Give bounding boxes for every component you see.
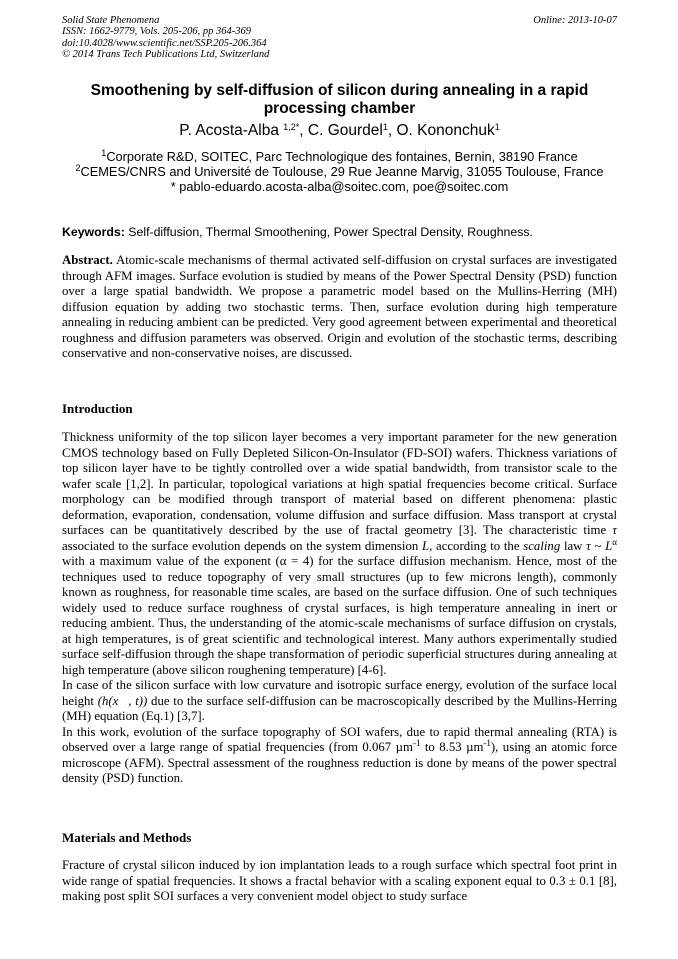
paragraph: In this work, evolution of the surface topography of SOI wafers, due to rapid thermal annealing (RTA) is observed over a large range of spatial frequencies (from 0.067 µm$^{-1}$ to 8.53 µm$^{-1}$), using an atomic force microscope (AFM). Spectral assessment of the roughness reduction is done by means of the power spectral density (PSD) function. <box>62 724 618 785</box>
paragraph: Fracture of crystal silicon induced by ion implantation leads to a rough surface which spectral foot print in wide range of spatial frequencies. It shows a fractal behavior with a scaling exponent equal to 0.3 ± 0.1 [8], making post split SOI surfaces a very convenient model object to study surface <box>62 858 617 903</box>
introduction-body <box>62 430 617 787</box>
emphasis: scaling <box>523 538 561 553</box>
abstract-label: Abstract. <box>62 253 113 267</box>
methods-heading: Materials and Methods <box>62 830 192 845</box>
doi-line: doi:10.4028/www.scientific.net/SSP.205-206.364 <box>62 37 267 49</box>
introduction-heading: Introduction <box>62 401 133 416</box>
math-symbol: τ <box>612 523 617 537</box>
math-symbol: L <box>421 538 430 553</box>
issn-line: ISSN: 1662-9779, Vols. 205-206, pp 364-369 <box>62 26 251 38</box>
abstract-text: Atomic-scale mechanisms of thermal activated self-diffusion on crystal surfaces are investigated through AFM images. Surface evolution is studied by means of the Power Spectral Density (PSD) function over a large spatial bandwidth. We propose a parametric model based on the Mullins-Herring (MH) diffusion equation by adding two stochastic terms. Then, surface evolution during high temperature annealing in reducing ambient can be predicted. Very good agreement between experimental and theoretical roughness and diffusion parameters was observed. Origin and evolution of the stochastic terms, describing conservative and non-conservative noises, are discussed. <box>62 253 617 360</box>
author-name: , O. Kononchuk <box>387 122 495 139</box>
author-affiliation-marker: 1 <box>382 122 388 132</box>
keywords-label: Keywords: <box>62 225 125 239</box>
math-exponent: α <box>612 536 617 547</box>
author-affiliation-marker: 1,2* <box>283 122 300 132</box>
abstract <box>62 253 617 362</box>
journal-name: Solid State Phenomena <box>62 15 160 26</box>
author-name: P. Acosta-Alba <box>179 122 284 139</box>
journal-header <box>62 15 617 61</box>
copyright-line: © 2014 Trans Tech Publications Ltd, Switzerland <box>62 49 270 61</box>
math-expression: (h(x⃗, t)) <box>97 693 148 708</box>
paragraph: In case of the silicon surface with low curvature and isotropic surface energy, evolution of the surface local height (h(x⃗, t)) due to the surface self-diffusion can be macroscopically described by the Mullins-Herring (MH) equation (Eq.1) [3,7]. <box>62 678 617 723</box>
online-date: Online: 2013-10-07 <box>533 15 617 26</box>
paragraph: Thickness uniformity of the top silicon layer becomes a very important parameter for the new generation CMOS technology based on Fully Depleted Silicon-On-Insulator (FD-SOI) wafers. Thickness variations of top silicon layer have to be tightly controlled over a wide spatial bandwidth, from transistor scale to the wafer scale [1,2]. In particular, topological variations at high spatial frequencies become critical. Surface morphology can be modified through transport of material based on different phenomena: plastic deformation, evaporation, condensation, volume diffusion and surface diffusion. Mass transport at crystal surfaces can be quantitatively described by the use of fractal geometry [3]. The characteristic time τ associated to the surface evolution depends on the system dimension L, according to the scaling law τ ~ $L^\alpha$ with a maximum value of the exponent (α = 4) for the surface diffusion mechanism. Hence, most of the techniques used to reduce topography of very small structures (up to few microns length), commonly known as roughness, for reasonable time scales, are based on the surface diffusion. One of such techniques widely used to reduce surface roughness of crystal surfaces, is high temperature annealing in inert or reducing ambient. Thus, the understanding of the atomic-scale mechanisms of surface diffusion on crystals, at high temperatures, is of great scientific and technological interest. Many authors experimentally studied surface self-diffusion through the shape transformation of periodic superficial structures during annealing at high temperature (above silicon roughening temperature) [4-6]. <box>62 430 617 677</box>
author-name: , C. Gourdel <box>299 122 383 139</box>
affiliation-2: $^2$CEMES/CNRS and Université de Toulouse, 29 Rue Jeanne Marvig, 31055 Toulouse, France <box>75 163 604 180</box>
keywords-text: Self-diffusion, Thermal Smoothening, Power Spectral Density, Roughness. <box>124 225 533 239</box>
math-symbol: τ <box>586 538 591 553</box>
math-symbol: L <box>605 538 613 553</box>
affiliation-1: $^1$Corporate R&D, SOITEC, Parc Technologique des fontaines, Bernin, 38190 France <box>101 148 578 164</box>
author-list <box>62 122 617 140</box>
author-emails: * pablo-eduardo.acosta-alba@soitec.com, poe@soitec.com <box>170 179 509 195</box>
affiliations <box>62 149 617 195</box>
keywords <box>62 225 617 240</box>
methods-body <box>62 858 617 905</box>
author-affiliation-marker: 1 <box>494 122 500 132</box>
paper-title: Smoothening by self-diffusion of silicon during annealing in a rapid processing chamber <box>90 82 589 117</box>
